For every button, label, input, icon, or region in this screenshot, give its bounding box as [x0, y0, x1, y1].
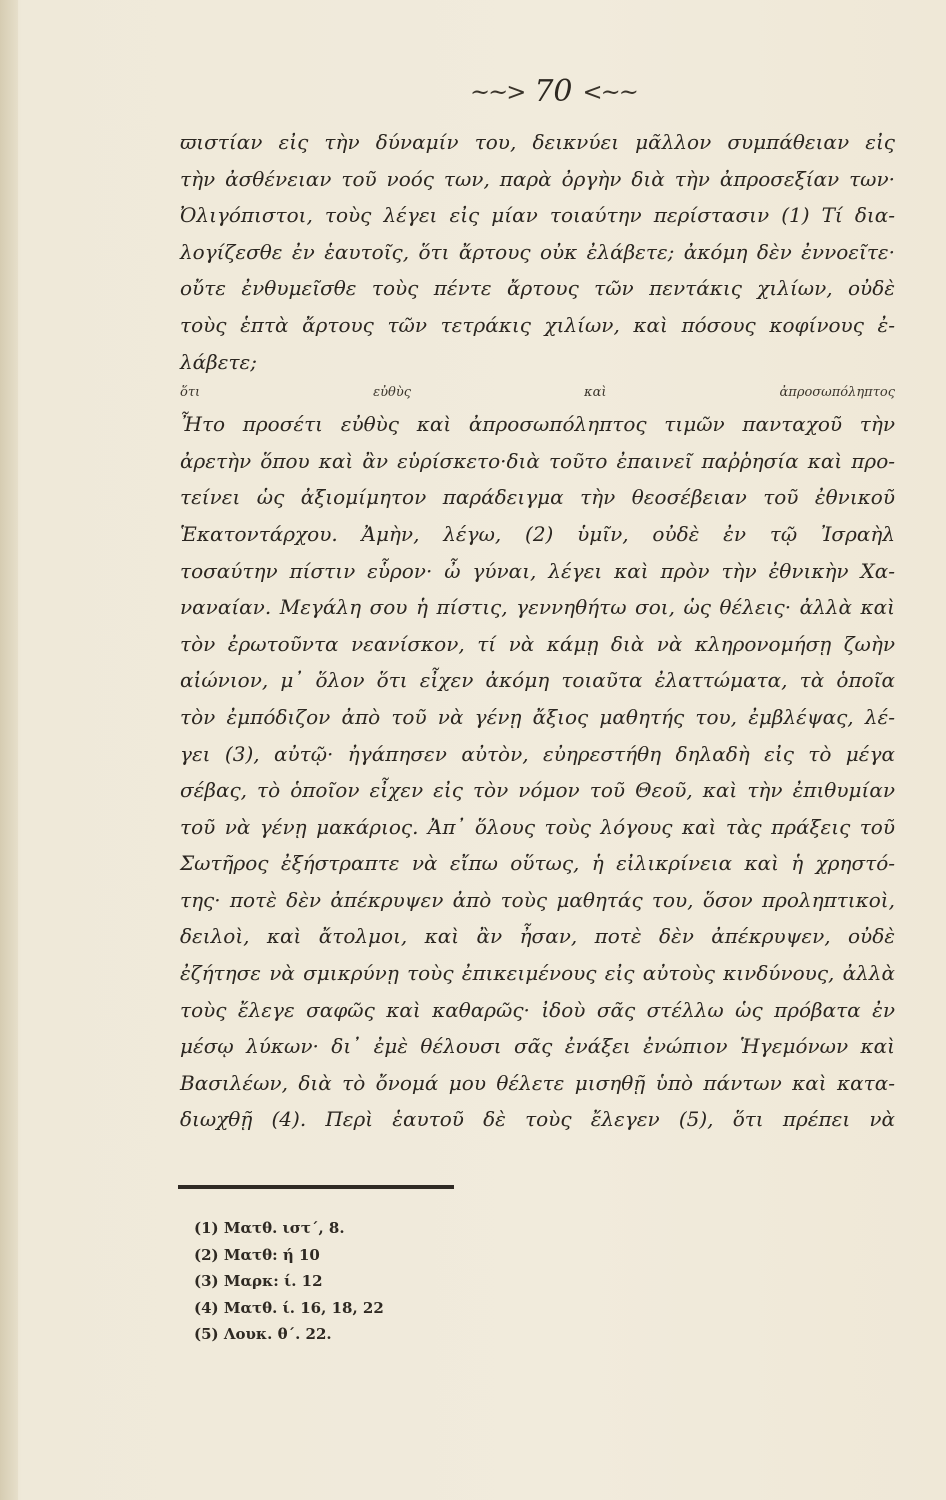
page-number: 70	[534, 74, 573, 109]
footnotes	[194, 1215, 594, 1348]
text-line: τοῦ νὰ γένῃ μακάριος. Ἀπ᾽ ὅλους τοὺς λόγους καὶ τὰς πράξεις τοῦ	[180, 814, 895, 839]
marginal-subheading: ὅτι εὐθὺς καὶ ἀπροσωπόληπτος	[180, 385, 895, 401]
body-text	[180, 124, 895, 1138]
text-line: ἀρετὴν ὅπου καὶ ἂν εὑρίσκετο·διὰ τοῦτο ἐπαινεῖ παῤῥησία καὶ προ-	[180, 448, 895, 473]
text-line: σέβας, τὸ ὁποῖον εἶχεν εἰς τὸν νόμον τοῦ Θεοῦ, καὶ τὴν ἐπιθυμίαν	[180, 778, 895, 803]
text-line: δειλοὶ, καὶ ἄτολμοι, καὶ ἂν ἦσαν, ποτὲ δὲν ἀπέκρυψεν, οὐδὲ	[180, 924, 895, 949]
text-line: τὸν ἐρωτοῦντα νεανίσκον, τί νὰ κάμῃ διὰ νὰ κληρονομήσῃ ζωὴν	[180, 631, 895, 656]
footnote: (3) Μαρκ: ί. 12	[194, 1272, 323, 1290]
text-line: Ἑκατοντάρχου. Ἀμὴν, λέγω, (2) ὑμῖν, οὐδὲ ἐν τῷ Ἰσραὴλ	[180, 521, 895, 546]
footnote: (2) Ματθ: ή 10	[194, 1245, 320, 1264]
footnote: (1) Ματθ. ιστ΄, 8.	[194, 1219, 345, 1237]
text-line: Βασιλέων, διὰ τὸ ὄνομά μου θέλετε μισηθῇ ὑπὸ πάντων καὶ κατα-	[180, 1070, 895, 1095]
text-line: τὴν ἀσθένειαν τοῦ νοός των, παρὰ ὀργὴν διὰ τὴν ἀπροσεξίαν των·	[180, 166, 895, 191]
text-line: της· ποτὲ δὲν ἀπέκρυψεν ἀπὸ τοὺς μαθητάς του, ὅσον προληπτικοὶ,	[180, 887, 895, 912]
page-gutter	[0, 0, 18, 1500]
text-line: γει (3), αὐτῷ· ἠγάπησεν αὐτὸν, εὐηρεστήθη δηλαδὴ εἰς τὸ μέγα	[180, 741, 895, 766]
text-line: λάβετε;	[180, 349, 258, 374]
text-line: ἐζήτησε νὰ σμικρύνῃ τοὺς ἐπικειμένους εἰς αὐτοὺς κινδύνους, ἀλλὰ	[180, 961, 895, 986]
footnote-rule	[178, 1185, 454, 1189]
text-line: τοσαύτην πίστιν εὗρον· ὦ γύναι, λέγει καὶ πρὸν τὴν ἐθνικὴν Χα-	[180, 558, 895, 583]
text-line: ϖιστίαν εἰς τὴν δύναμίν του, δεικνύει μᾶλλον συμπάθειαν εἰς	[180, 130, 895, 154]
text-line: Σωτῆρος ἐξήστραπτε νὰ εἴπω οὕτως, ἡ εἰλικρίνεια καὶ ἡ χρηστό-	[180, 851, 895, 876]
text-line: μέσῳ λύκων· δι᾽ ἐμὲ θέλουσι σᾶς ἐνάξει ἐνώπιον Ἡγεμόνων καὶ	[180, 1034, 895, 1059]
text-line: Ὀλιγόπιστοι, τοὺς λέγει εἰς μίαν τοιαύτην περίστασιν (1) Τί δια-	[180, 203, 895, 228]
ornament-right-icon: <~~	[582, 78, 637, 106]
text-line: λογίζεσθε ἐν ἑαυτοῖς, ὅτι ἄρτους οὐκ ἐλάβετε; ἀκόμη δὲν ἐννοεῖτε·	[180, 239, 895, 264]
footnote: (4) Ματθ. ί. 16, 18, 22	[194, 1298, 384, 1317]
ornament-left-icon: ~~>	[470, 78, 525, 106]
text-line: τοὺς ἑπτὰ ἄρτους τῶν τετράκις χιλίων, καὶ πόσους κοφίνους ἐ-	[180, 312, 895, 337]
footnote: (5) Λουκ. θ΄. 22.	[194, 1325, 332, 1343]
text-line: διωχθῇ (4). Περὶ ἑαυτοῦ δὲ τοὺς ἔλεγεν (5), ὅτι πρέπει νὰ	[180, 1107, 895, 1132]
text-line: ναναίαν. Μεγάλη σου ἡ πίστις, γεννηθήτω σοι, ὡς θέλεις· ἀλλὰ καὶ	[180, 595, 895, 620]
text-line: οὔτε ἐνθυμεῖσθε τοὺς πέντε ἄρτους τῶν πεντάκις χιλίων, οὐδὲ	[180, 276, 895, 301]
text-line: αἰώνιον, μ᾽ ὅλον ὅτι εἶχεν ἀκόμη τοιαῦτα ἐλαττώματα, τὰ ὁποῖα	[180, 668, 895, 693]
running-header	[470, 72, 650, 112]
text-line: τοὺς ἔλεγε σαφῶς καὶ καθαρῶς· ἰδοὺ σᾶς στέλλω ὡς πρόβατα ἐν	[180, 997, 895, 1022]
text-line: τὸν ἐμπόδιζον ἀπὸ τοῦ νὰ γένῃ ἄξιος μαθητής του, ἐμβλέψας, λέ-	[180, 704, 895, 729]
text-line: Ἦτο προσέτι εὐθὺς καὶ ἀπροσωπόληπτος τιμῶν πανταχοῦ τὴν	[180, 412, 895, 437]
text-line: τείνει ὡς ἀξιομίμητον παράδειγμα τὴν θεοσέβειαν τοῦ ἐθνικοῦ	[180, 485, 895, 510]
